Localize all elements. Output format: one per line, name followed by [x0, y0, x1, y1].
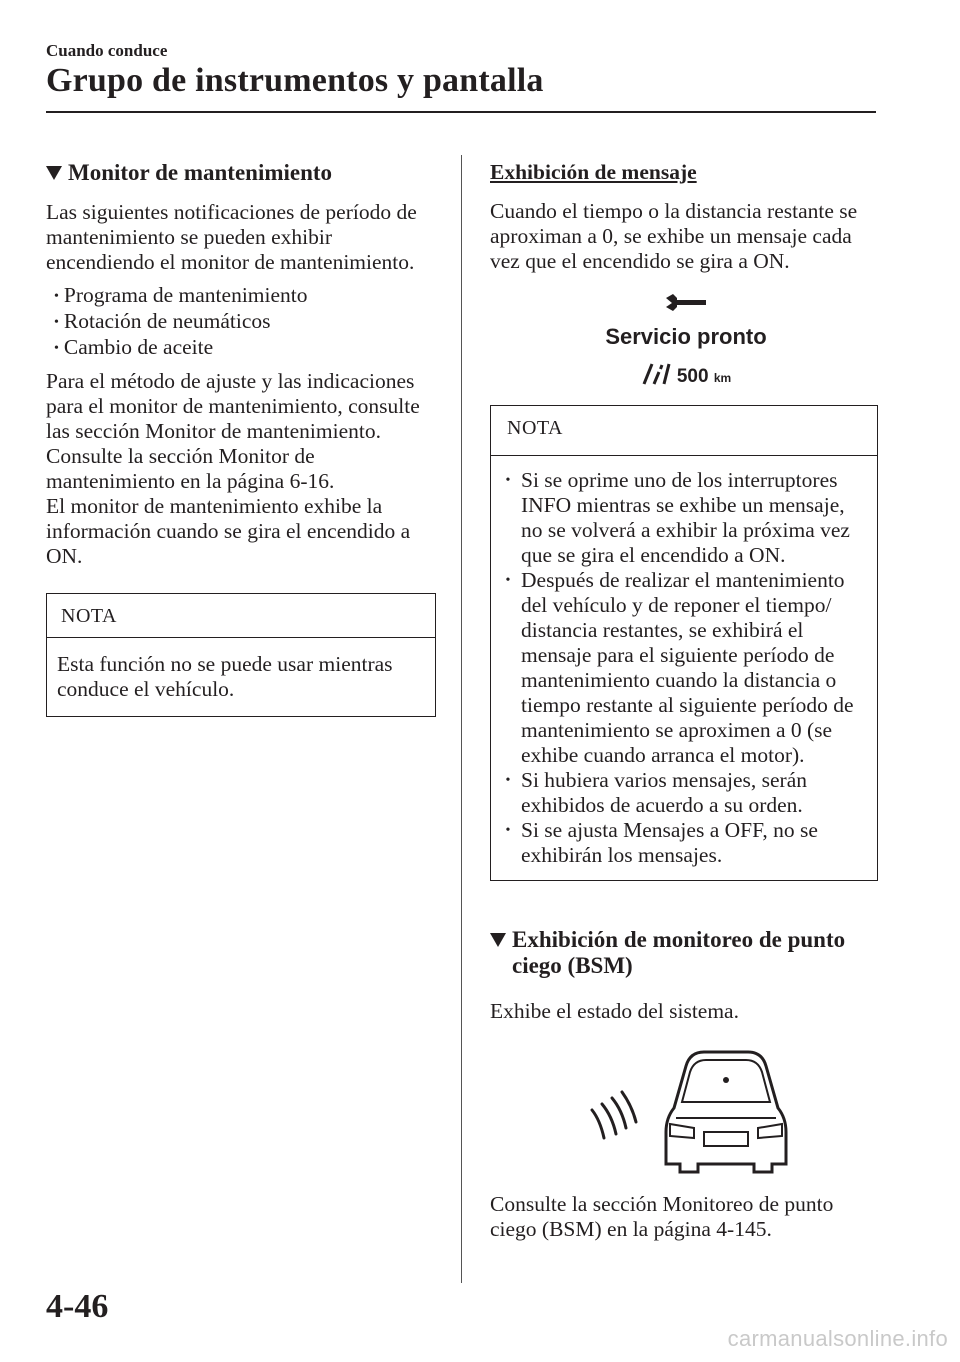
nota-item: • Después de realizar el mantenimiento del vehículo y de reponer el tiempo/ distancia restantes, se exhibirá el mensaje para el siguiente período de mantenimiento cuando la distancia o tiempo restante al siguiente período de mantenimiento se aproximen a 0 (se exhibe cuando arranca el motor).: [495, 568, 871, 768]
bullet-icon: •: [505, 573, 511, 588]
wrench-icon: [664, 292, 708, 314]
section-title-text: Exhibición de monitoreo de punto ciego (BSM): [512, 927, 846, 978]
nota-item: • Si se ajusta Mensajes a OFF, no se exhibirán los mensajes.: [495, 818, 871, 868]
info-paragraph: El monitor de mantenimiento exhibe la información cuando se gira el encendido a ON.: [46, 494, 411, 568]
column-divider: [461, 155, 462, 1283]
reference-paragraph: Consulte la sección Monitor de mantenimiento en la página 6-16.: [46, 444, 335, 493]
bsm-reference: Consulte la sección Monitoreo de punto ciego (BSM) en la página 4-145.: [490, 1192, 834, 1241]
list-item: • Rotación de neumáticos: [54, 309, 271, 333]
bsm-paragraph: Exhibe el estado del sistema.: [490, 999, 739, 1023]
road-icon: [641, 363, 671, 385]
display-message: Servicio pronto: [605, 324, 767, 349]
nota-item: • Si hubiera varios mensajes, serán exhibidos de acuerdo a su orden.: [495, 768, 871, 818]
bullet-icon: •: [54, 315, 59, 330]
intro-paragraph: Las siguientes notificaciones de período de mantenimiento se pueden exhibir encendiendo el monitor de mantenimiento.: [46, 200, 417, 274]
nota-box-left: [46, 593, 436, 717]
right-column: [490, 160, 882, 1242]
triangle-marker-icon: [490, 933, 506, 947]
watermark: carmanualsonline.info: [727, 1326, 948, 1351]
nota-label: NOTA: [491, 406, 877, 456]
distance-value: 500: [676, 366, 709, 387]
list-item: • Cambio de aceite: [54, 335, 214, 359]
bsm-car-rear-icon: [490, 1048, 882, 1178]
nota-box-right: [490, 405, 878, 881]
header-rule: [46, 111, 876, 113]
subsection-title: Exhibición de mensaje: [490, 160, 697, 184]
nota-item: • Si se oprime uno de los interruptores INFO mientras se exhibe un mensaje, no se volverá a exhibir la próxima vez que se gira el encendido a ON.: [495, 468, 871, 568]
left-column: [46, 160, 436, 717]
bullet-icon: •: [54, 289, 59, 304]
nota-text: Esta función no se puede usar mientras conduce el vehículo.: [57, 652, 393, 701]
section-title-text: Monitor de mantenimiento: [68, 160, 333, 185]
section-title-bsm: [490, 927, 882, 979]
message-intro: Cuando el tiempo o la distancia restante se aproximan a 0, se exhibe un mensaje cada vez que el encendido se gira a ON.: [490, 199, 858, 273]
page-number: 4-46: [46, 1288, 109, 1325]
bullet-icon: •: [505, 823, 511, 838]
chapter-label: Cuando conduce: [46, 41, 168, 60]
bullet-icon: •: [505, 773, 511, 788]
distance-unit: km: [713, 371, 732, 385]
nota-body: [491, 456, 877, 880]
bullet-icon: •: [54, 341, 59, 356]
notification-list: [46, 283, 436, 361]
nota-list: [495, 468, 871, 868]
page-title: Grupo de instrumentos y pantalla: [46, 62, 544, 99]
method-paragraph: Para el método de ajuste y las indicaciones para el monitor de mantenimiento, consulte las sección Monitor de mantenimiento.: [46, 369, 420, 443]
triangle-marker-icon: [46, 166, 62, 180]
nota-label: NOTA: [47, 594, 435, 638]
bullet-icon: •: [505, 473, 511, 488]
list-item: • Programa de mantenimiento: [54, 283, 308, 307]
section-title-maintenance: [46, 160, 436, 186]
display-distance-row: [490, 363, 882, 391]
